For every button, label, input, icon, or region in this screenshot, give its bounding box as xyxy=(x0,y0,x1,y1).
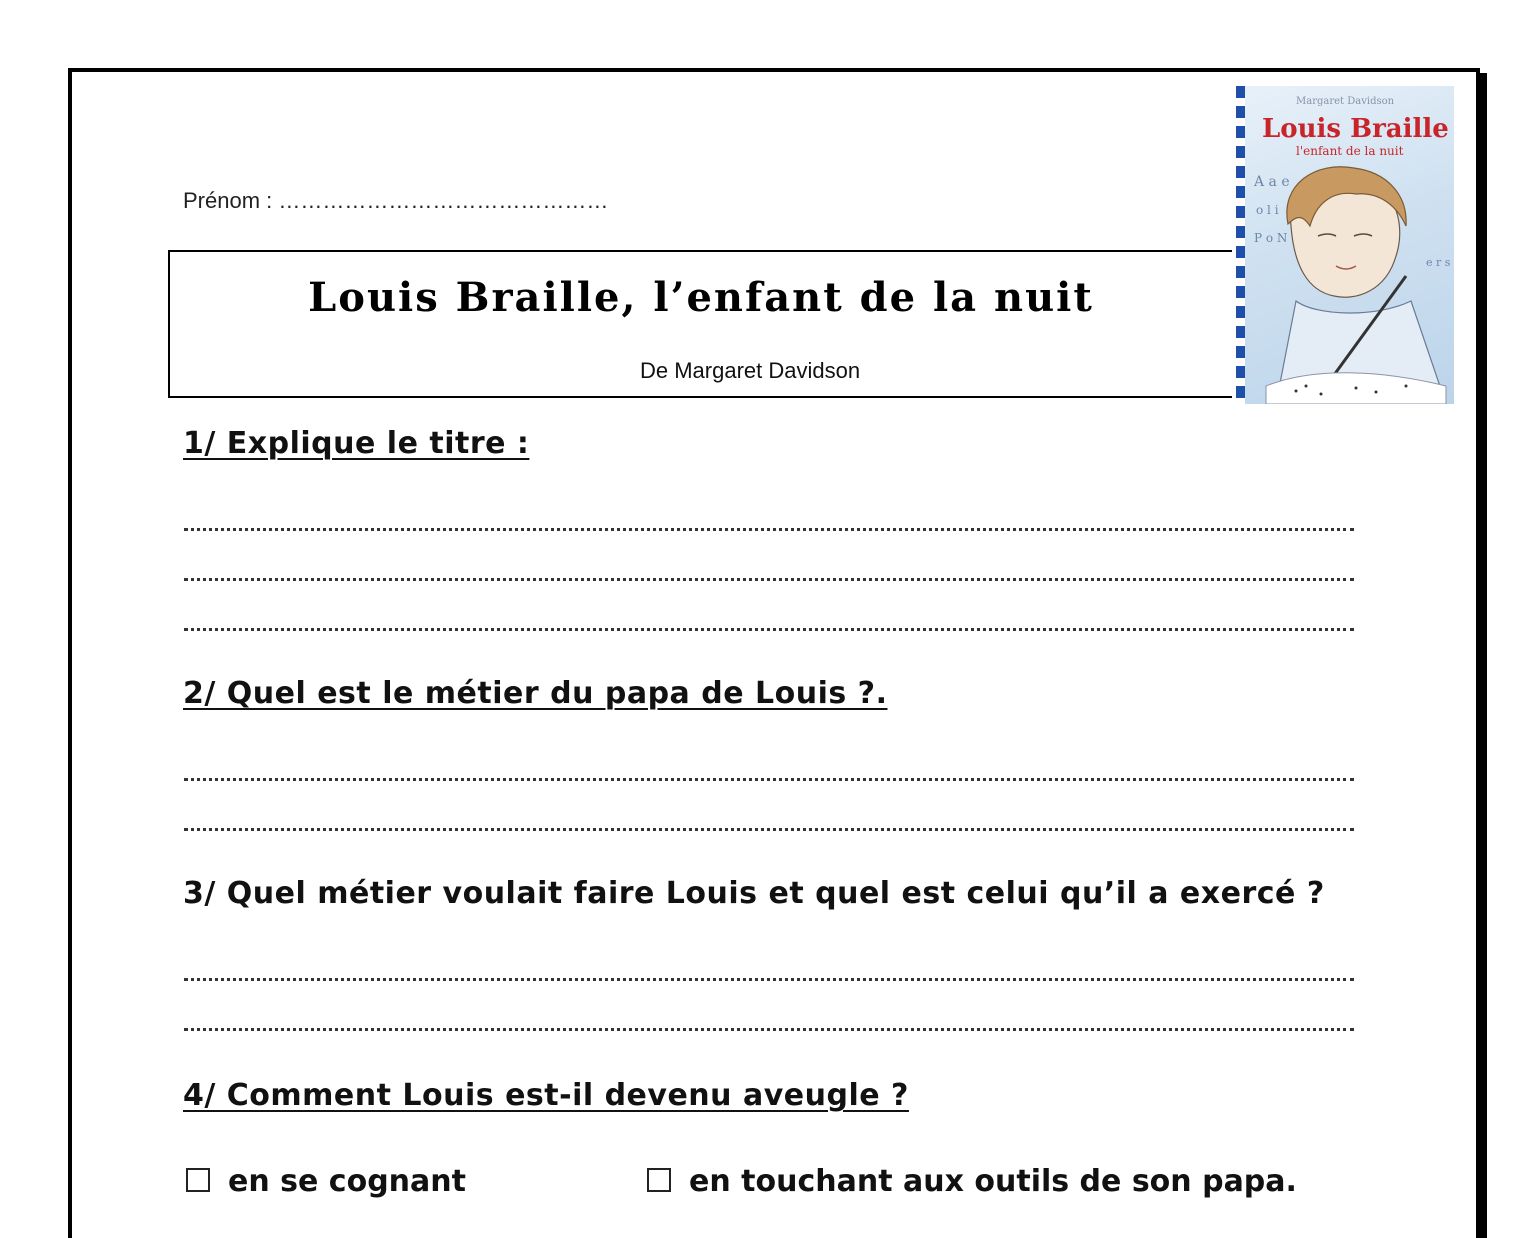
choice-option-2[interactable] xyxy=(647,1164,1297,1199)
svg-text:o l i: o l i xyxy=(1256,203,1279,217)
book-cover-image xyxy=(1236,86,1454,404)
svg-text:e r s: e r s xyxy=(1426,256,1451,269)
first-name-field[interactable]: Prénom : ……………………………………… xyxy=(183,188,609,213)
checkbox[interactable] xyxy=(647,1168,671,1192)
boy-illustration xyxy=(1236,86,1454,404)
book-title: Louis Braille, l’enfant de la nuit xyxy=(308,274,1094,321)
answer-line[interactable] xyxy=(184,778,1354,781)
author-line: De Margaret Davidson xyxy=(640,358,861,383)
answer-line[interactable] xyxy=(184,528,1354,531)
answer-line[interactable] xyxy=(184,828,1354,831)
answer-line[interactable] xyxy=(184,628,1354,631)
question-4: 4/ Comment Louis est-il devenu aveugle ? xyxy=(183,1078,909,1113)
answer-line[interactable] xyxy=(184,978,1354,981)
svg-text:A a e: A a e xyxy=(1254,174,1290,190)
checkbox[interactable] xyxy=(186,1168,210,1192)
svg-text:P o N: P o N xyxy=(1254,231,1288,245)
choice-label: en se cognant xyxy=(228,1164,466,1199)
cover-title: Louis Braille xyxy=(1262,114,1449,144)
answer-line[interactable] xyxy=(184,1028,1354,1031)
answer-line[interactable] xyxy=(184,578,1354,581)
question-1: 1/ Explique le titre : xyxy=(183,426,530,461)
question-3: 3/ Quel métier voulait faire Louis et quel est celui qu’il a exercé ? xyxy=(183,876,1325,911)
cover-subtitle: l'enfant de la nuit xyxy=(1296,144,1404,158)
question-2: 2/ Quel est le métier du papa de Louis ?. xyxy=(183,676,888,711)
choice-label: en touchant aux outils de son papa. xyxy=(689,1164,1297,1199)
title-box xyxy=(168,250,1232,398)
cover-author: Margaret Davidson xyxy=(1296,96,1395,107)
choice-option-1[interactable] xyxy=(186,1164,466,1199)
